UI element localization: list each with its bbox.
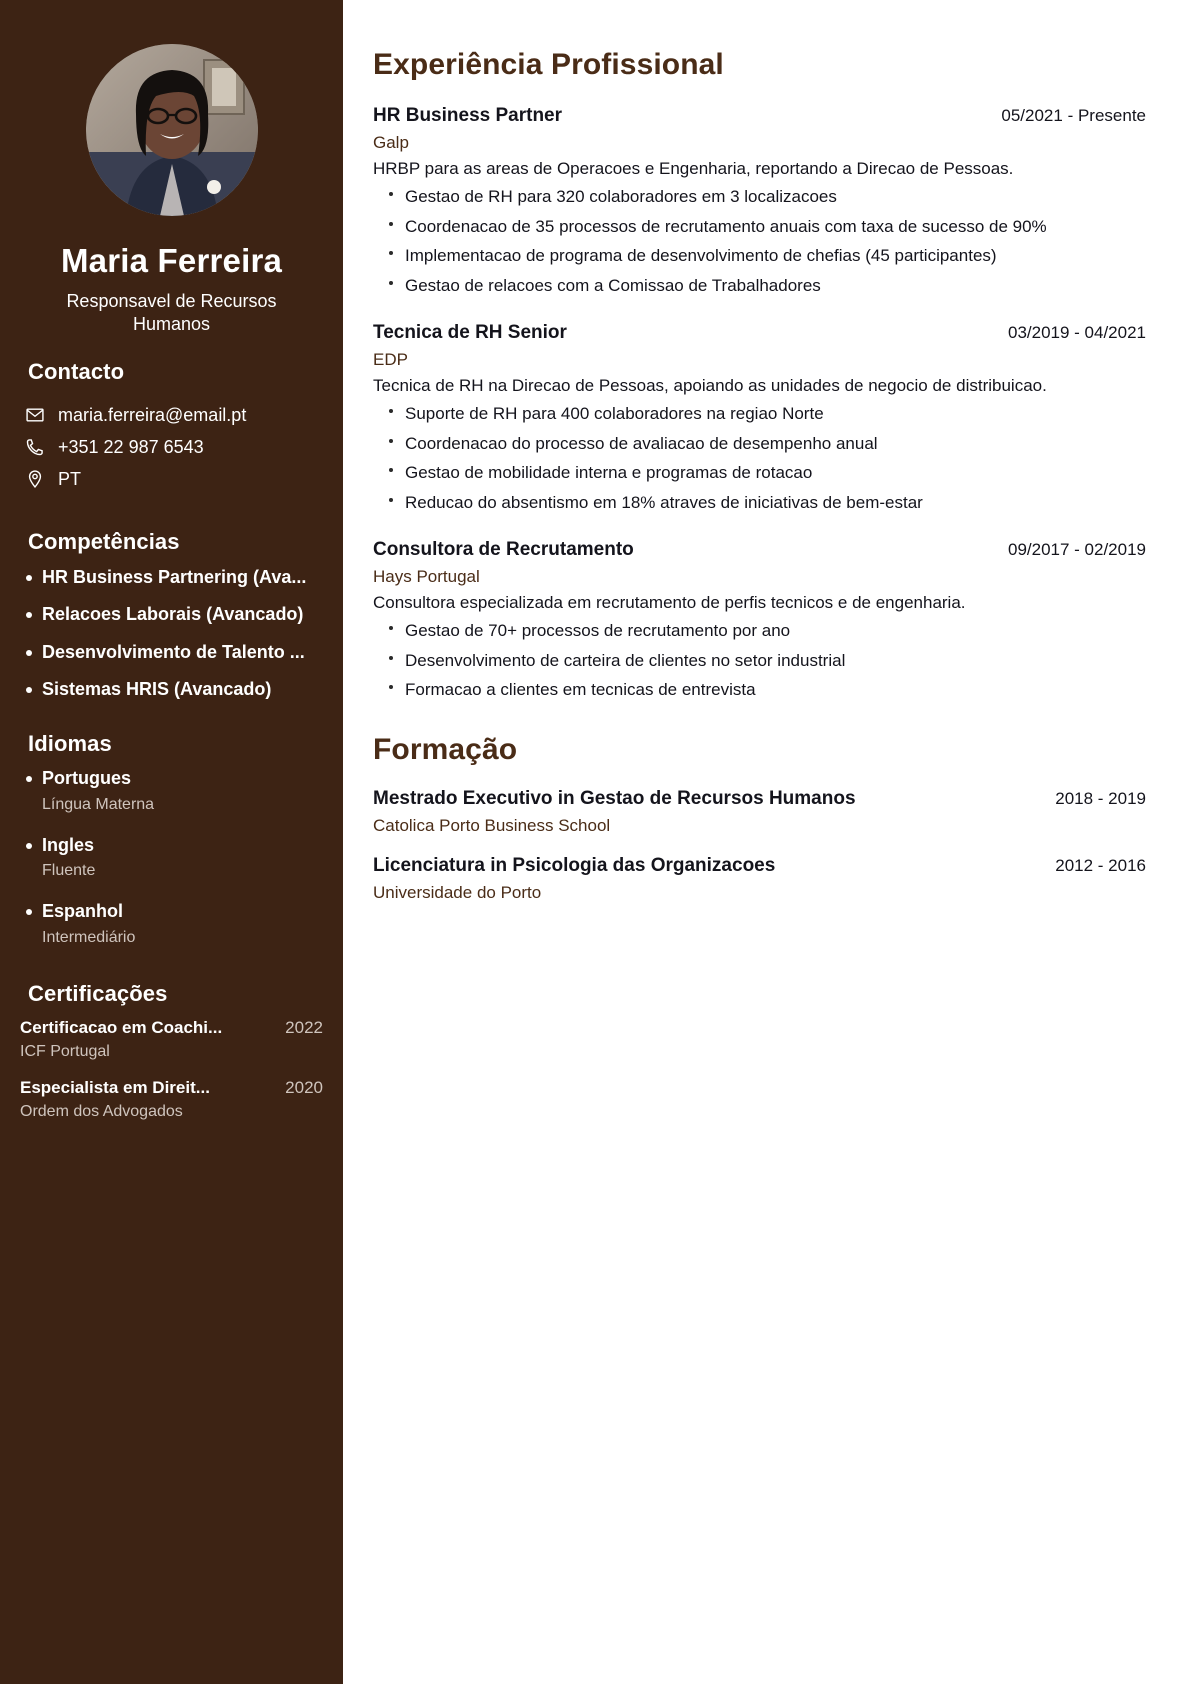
experience-entry-header [373,321,1146,346]
experience-company: Galp [373,132,409,152]
skills-heading: Competências [28,529,180,554]
contact-list [18,399,325,495]
language-item [18,834,325,883]
certification-header [20,1017,323,1040]
certification-year: 2020 [285,1078,323,1098]
language-item [18,767,325,816]
contact-location-value: PT [58,468,82,489]
languages-heading: Idiomas [28,731,112,757]
certification-issuer: Ordem dos Advogados [20,1103,183,1121]
experience-entry-header [373,538,1146,563]
candidate-name: Maria Ferreira [60,242,283,279]
contact-heading: Contacto [28,358,125,384]
contact-location [18,463,325,495]
experience-achievements [373,618,1146,703]
experience-description: HRBP para as areas de Operacoes e Engenharia, reportando a Direcao de Pessoas. [373,159,1014,179]
experience-entry [373,321,1146,516]
education-school: Universidade do Porto [373,883,542,903]
location-pin-icon [24,468,46,490]
achievement-item: Desenvolvimento de carteira de clientes no setor industrial [373,648,1146,674]
experience-achievements [373,401,1146,516]
experience-job-title: Consultora de Recrutamento [373,539,634,560]
experience-company: Hays Portugal [373,566,480,586]
skill-item: HR Business Partnering (Ava... [18,565,325,589]
education-degree: Mestrado Executivo in Gestao de Recursos Humanos [373,788,856,810]
skills-list [18,565,325,701]
avatar-wrap [18,44,325,216]
experience-description: Consultora especializada em recrutamento de perfis tecnicos e de engenharia. [373,593,966,613]
achievement-item: Gestao de 70+ processos de recrutamento por ano [373,618,1146,644]
avatar [86,44,258,216]
achievement-item: Reducao do absentismo em 18% atraves de iniciativas de bem-estar [373,490,1146,516]
experience-date: 03/2019 - 04/2021 [1007,323,1146,342]
contact-email[interactable] [18,399,325,431]
main-content [343,0,1190,1684]
language-item [18,900,325,949]
languages-list [18,767,325,949]
achievement-item: Coordenacao do processo de avaliacao de desempenho anual [373,431,1146,457]
achievement-item: Gestao de mobilidade interna e programas de rotacao [373,460,1146,486]
achievement-item: Suporte de RH para 400 colaboradores na regiao Norte [373,401,1146,427]
experience-job-title: Tecnica de RH Senior [373,322,567,343]
certifications-list [18,1017,325,1124]
candidate-title: Responsavel de Recursos Humanos [66,290,277,335]
experience-job-title: HR Business Partner [373,105,563,126]
certification-issuer: ICF Portugal [20,1042,110,1060]
sidebar [0,0,343,1684]
contact-phone-value: +351 22 987 6543 [58,436,204,457]
experience-entry [373,104,1146,299]
education-date: 2018 - 2019 [1055,789,1146,809]
certification-name: Especialista em Direit... [20,1078,210,1098]
language-level: Intermediário [42,928,136,946]
language-name: Portugues [42,768,132,789]
experience-entry-header [373,104,1146,129]
experience-section-heading: Experiência Profissional [373,48,724,81]
education-section-heading: Formação [373,733,518,767]
language-name: Espanhol [42,901,124,922]
education-school: Catolica Porto Business School [373,815,611,835]
achievement-item: Gestao de RH para 320 colaboradores em 3 localizacoes [373,184,1146,210]
experience-date: 09/2017 - 02/2019 [1007,540,1146,559]
experience-company: EDP [373,349,408,369]
certification-item [18,1017,325,1063]
education-entry-header [373,787,1146,812]
language-name: Ingles [42,834,95,855]
contact-phone[interactable] [18,431,325,463]
achievement-item: Implementacao de programa de desenvolvimento de chefias (45 participantes) [373,243,1146,269]
certification-year: 2022 [285,1017,323,1037]
certification-item [18,1077,325,1123]
certification-header [20,1077,323,1100]
phone-icon [24,436,46,458]
avatar-photo [86,44,258,216]
experience-achievements [373,184,1146,299]
education-entry [373,854,1146,905]
language-level: Fluente [42,862,96,880]
education-entry-header [373,854,1146,879]
certification-name: Certificacao em Coachi... [20,1017,223,1037]
education-entry [373,787,1146,838]
achievement-item: Coordenacao de 35 processos de recrutamento anuais com taxa de sucesso de 90% [373,214,1146,240]
skill-item: Desenvolvimento de Talento ... [18,640,325,664]
achievement-item: Gestao de relacoes com a Comissao de Trabalhadores [373,273,1146,299]
contact-email-value: maria.ferreira@email.pt [58,404,247,425]
skill-item: Sistemas HRIS (Avancado) [18,677,325,701]
experience-description: Tecnica de RH na Direcao de Pessoas, apoiando as unidades de negocio de distribuicao. [373,376,1047,396]
skill-item: Relacoes Laborais (Avancado) [18,602,325,626]
envelope-icon [24,404,46,426]
achievement-item: Formacao a clientes em tecnicas de entrevista [373,677,1146,703]
education-date: 2012 - 2016 [1055,856,1146,876]
language-level: Língua Materna [42,795,155,813]
experience-entry [373,538,1146,703]
certifications-heading: Certificações [28,980,168,1006]
education-degree: Licenciatura in Psicologia das Organizacoes [373,855,776,877]
experience-date: 05/2021 - Presente [1001,106,1146,125]
